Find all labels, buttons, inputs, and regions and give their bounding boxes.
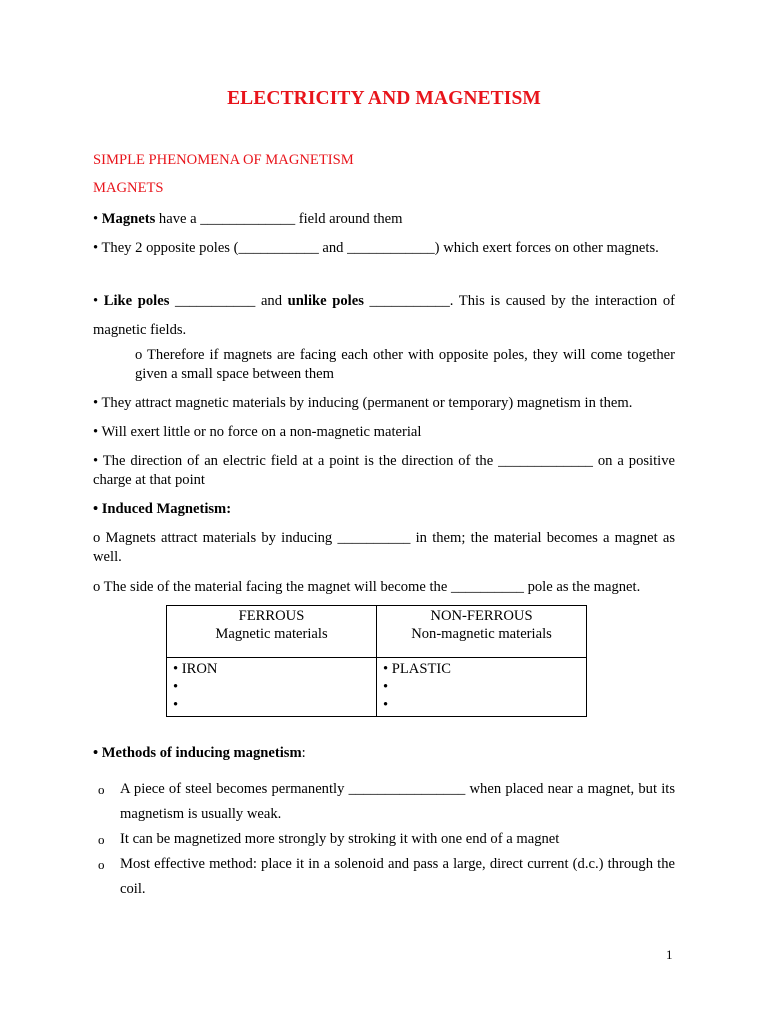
table-header-row bbox=[167, 606, 587, 658]
bold-term: unlike poles bbox=[287, 293, 364, 309]
list-item: • bbox=[173, 679, 179, 695]
paragraph-text: have a _____________ field around them bbox=[155, 211, 403, 227]
section-heading: SIMPLE PHENOMENA OF MAGNETISM bbox=[93, 152, 354, 168]
bold-term: Magnets bbox=[101, 211, 156, 227]
list-item: • bbox=[383, 697, 389, 713]
document-title: ELECTRICITY AND MAGNETISM bbox=[227, 88, 541, 109]
table-header-non-ferrous bbox=[377, 606, 587, 658]
page-number: 1 bbox=[666, 947, 673, 962]
paragraph-like-poles bbox=[93, 287, 675, 345]
bullet: • bbox=[93, 211, 99, 227]
list-marker: o bbox=[98, 832, 105, 847]
paragraph-text: : bbox=[301, 745, 306, 761]
table-cell-ferrous-items bbox=[167, 658, 377, 717]
table-row bbox=[167, 658, 587, 717]
bullet: • bbox=[93, 293, 99, 309]
list-marker: o bbox=[98, 857, 105, 872]
paragraph-electric-field: • The direction of an electric field at a point is the direction of the _____________ on a positive charge at that point bbox=[93, 453, 675, 488]
paragraph-text: ___________. This is caused by the interaction of magnetic fields. bbox=[93, 293, 675, 338]
paragraph-non-magnetic: • Will exert little or no force on a non-magnetic material bbox=[93, 424, 422, 440]
paragraph-text: ___________ and bbox=[169, 293, 288, 309]
list-item: • bbox=[173, 697, 179, 713]
materials-table bbox=[166, 605, 587, 717]
list-item: • IRON bbox=[173, 661, 218, 677]
paragraph-side-pole: o The side of the material facing the magnet will become the __________ pole as the magnet. bbox=[93, 579, 641, 595]
column-title: FERROUS bbox=[238, 608, 305, 624]
column-subtitle: Non-magnetic materials bbox=[411, 626, 552, 642]
paragraph-attract: • They attract magnetic materials by inducing (permanent or temporary) magnetism in them. bbox=[93, 395, 633, 411]
paragraph-poles: • They 2 opposite poles (___________ and ____________) which exert forces on other magnets. bbox=[93, 240, 659, 256]
bold-term: Like poles bbox=[103, 293, 170, 309]
method-item-1: A piece of steel becomes permanently ________________ when placed near a magnet, but its magnetism is usually weak. bbox=[120, 781, 675, 822]
column-subtitle: Magnetic materials bbox=[215, 626, 328, 642]
induced-magnetism-heading: • Induced Magnetism: bbox=[93, 501, 232, 517]
list-marker: o bbox=[98, 782, 105, 797]
bold-term: • Methods of inducing magnetism bbox=[93, 745, 302, 761]
paragraph-magnets-field bbox=[93, 210, 675, 229]
method-item-3: Most effective method: place it in a solenoid and pass a large, direct current (d.c.) through the coil. bbox=[120, 856, 675, 897]
column-title: NON-FERROUS bbox=[430, 608, 533, 624]
list-item: • bbox=[383, 679, 389, 695]
method-item-2: It can be magnetized more strongly by stroking it with one end of a magnet bbox=[120, 831, 560, 847]
list-item: • PLASTIC bbox=[383, 661, 451, 677]
paragraph-inducing: o Magnets attract materials by inducing __________ in them; the material becomes a magnet as well. bbox=[93, 530, 675, 565]
sub-paragraph-opposite-poles: o Therefore if magnets are facing each other with opposite poles, they will come together given a small space between them bbox=[135, 347, 675, 382]
table-cell-non-ferrous-items bbox=[377, 658, 587, 717]
subheading-magnets: MAGNETS bbox=[93, 180, 164, 196]
methods-heading bbox=[93, 744, 675, 763]
table-header-ferrous bbox=[167, 606, 377, 658]
